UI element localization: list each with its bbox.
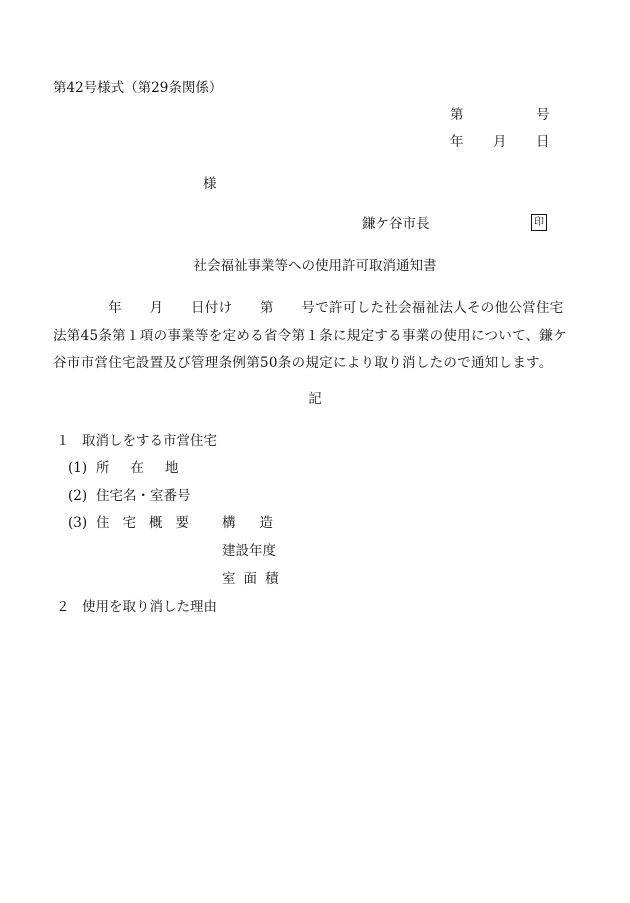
item-number: １: [56, 433, 70, 449]
date-day: 日: [536, 134, 550, 150]
subitem-location: [68, 459, 200, 477]
date-year: 年: [450, 134, 464, 150]
doc-number-label: 第: [450, 107, 464, 123]
detail-floor-area: 室面積: [222, 571, 287, 587]
subitem-label: 住宅概要: [96, 515, 202, 531]
body-line: 法第45条第１項の事業等を定める省令第１条に規定する事業の使用について、鎌ケ: [53, 327, 568, 344]
ki-heading: 記: [308, 391, 322, 407]
seal-mark: 印: [531, 214, 547, 231]
detail-structure: 構造: [222, 515, 297, 531]
item-label: 使用を取り消した理由: [82, 599, 217, 615]
subitem-number: (2): [68, 488, 88, 504]
date-month: 月: [493, 134, 507, 150]
subitem-housing-name: [68, 487, 191, 505]
subitem-label: 所在地: [96, 460, 200, 476]
doc-number-suffix: 号: [536, 107, 550, 123]
body-paragraph: [53, 295, 593, 378]
subitem-number: (3): [68, 515, 88, 531]
item-2: [56, 598, 217, 616]
subitem-housing-summary: [68, 514, 202, 532]
issuer-title: 鎌ケ谷市長: [362, 216, 430, 232]
body-line: 年 月 日付け 第 号で許可した社会福祉法人その他公営住宅: [53, 300, 564, 316]
body-line: 谷市市営住宅設置及び管理条例第50条の規定により取り消したので通知します。: [53, 355, 553, 371]
document-title: 社会福祉事業等への使用許可取消通知書: [193, 258, 437, 274]
subitem-label: 住宅名・室番号: [96, 488, 191, 504]
detail-construction-year: 建設年度: [222, 543, 276, 559]
addressee-suffix: 様: [203, 176, 217, 192]
item-1: [56, 432, 217, 450]
form-number: 第42号様式（第29条関係）: [53, 80, 223, 96]
item-label: 取消しをする市営住宅: [82, 433, 217, 449]
item-number: ２: [56, 599, 70, 615]
subitem-number: (1): [68, 460, 88, 476]
